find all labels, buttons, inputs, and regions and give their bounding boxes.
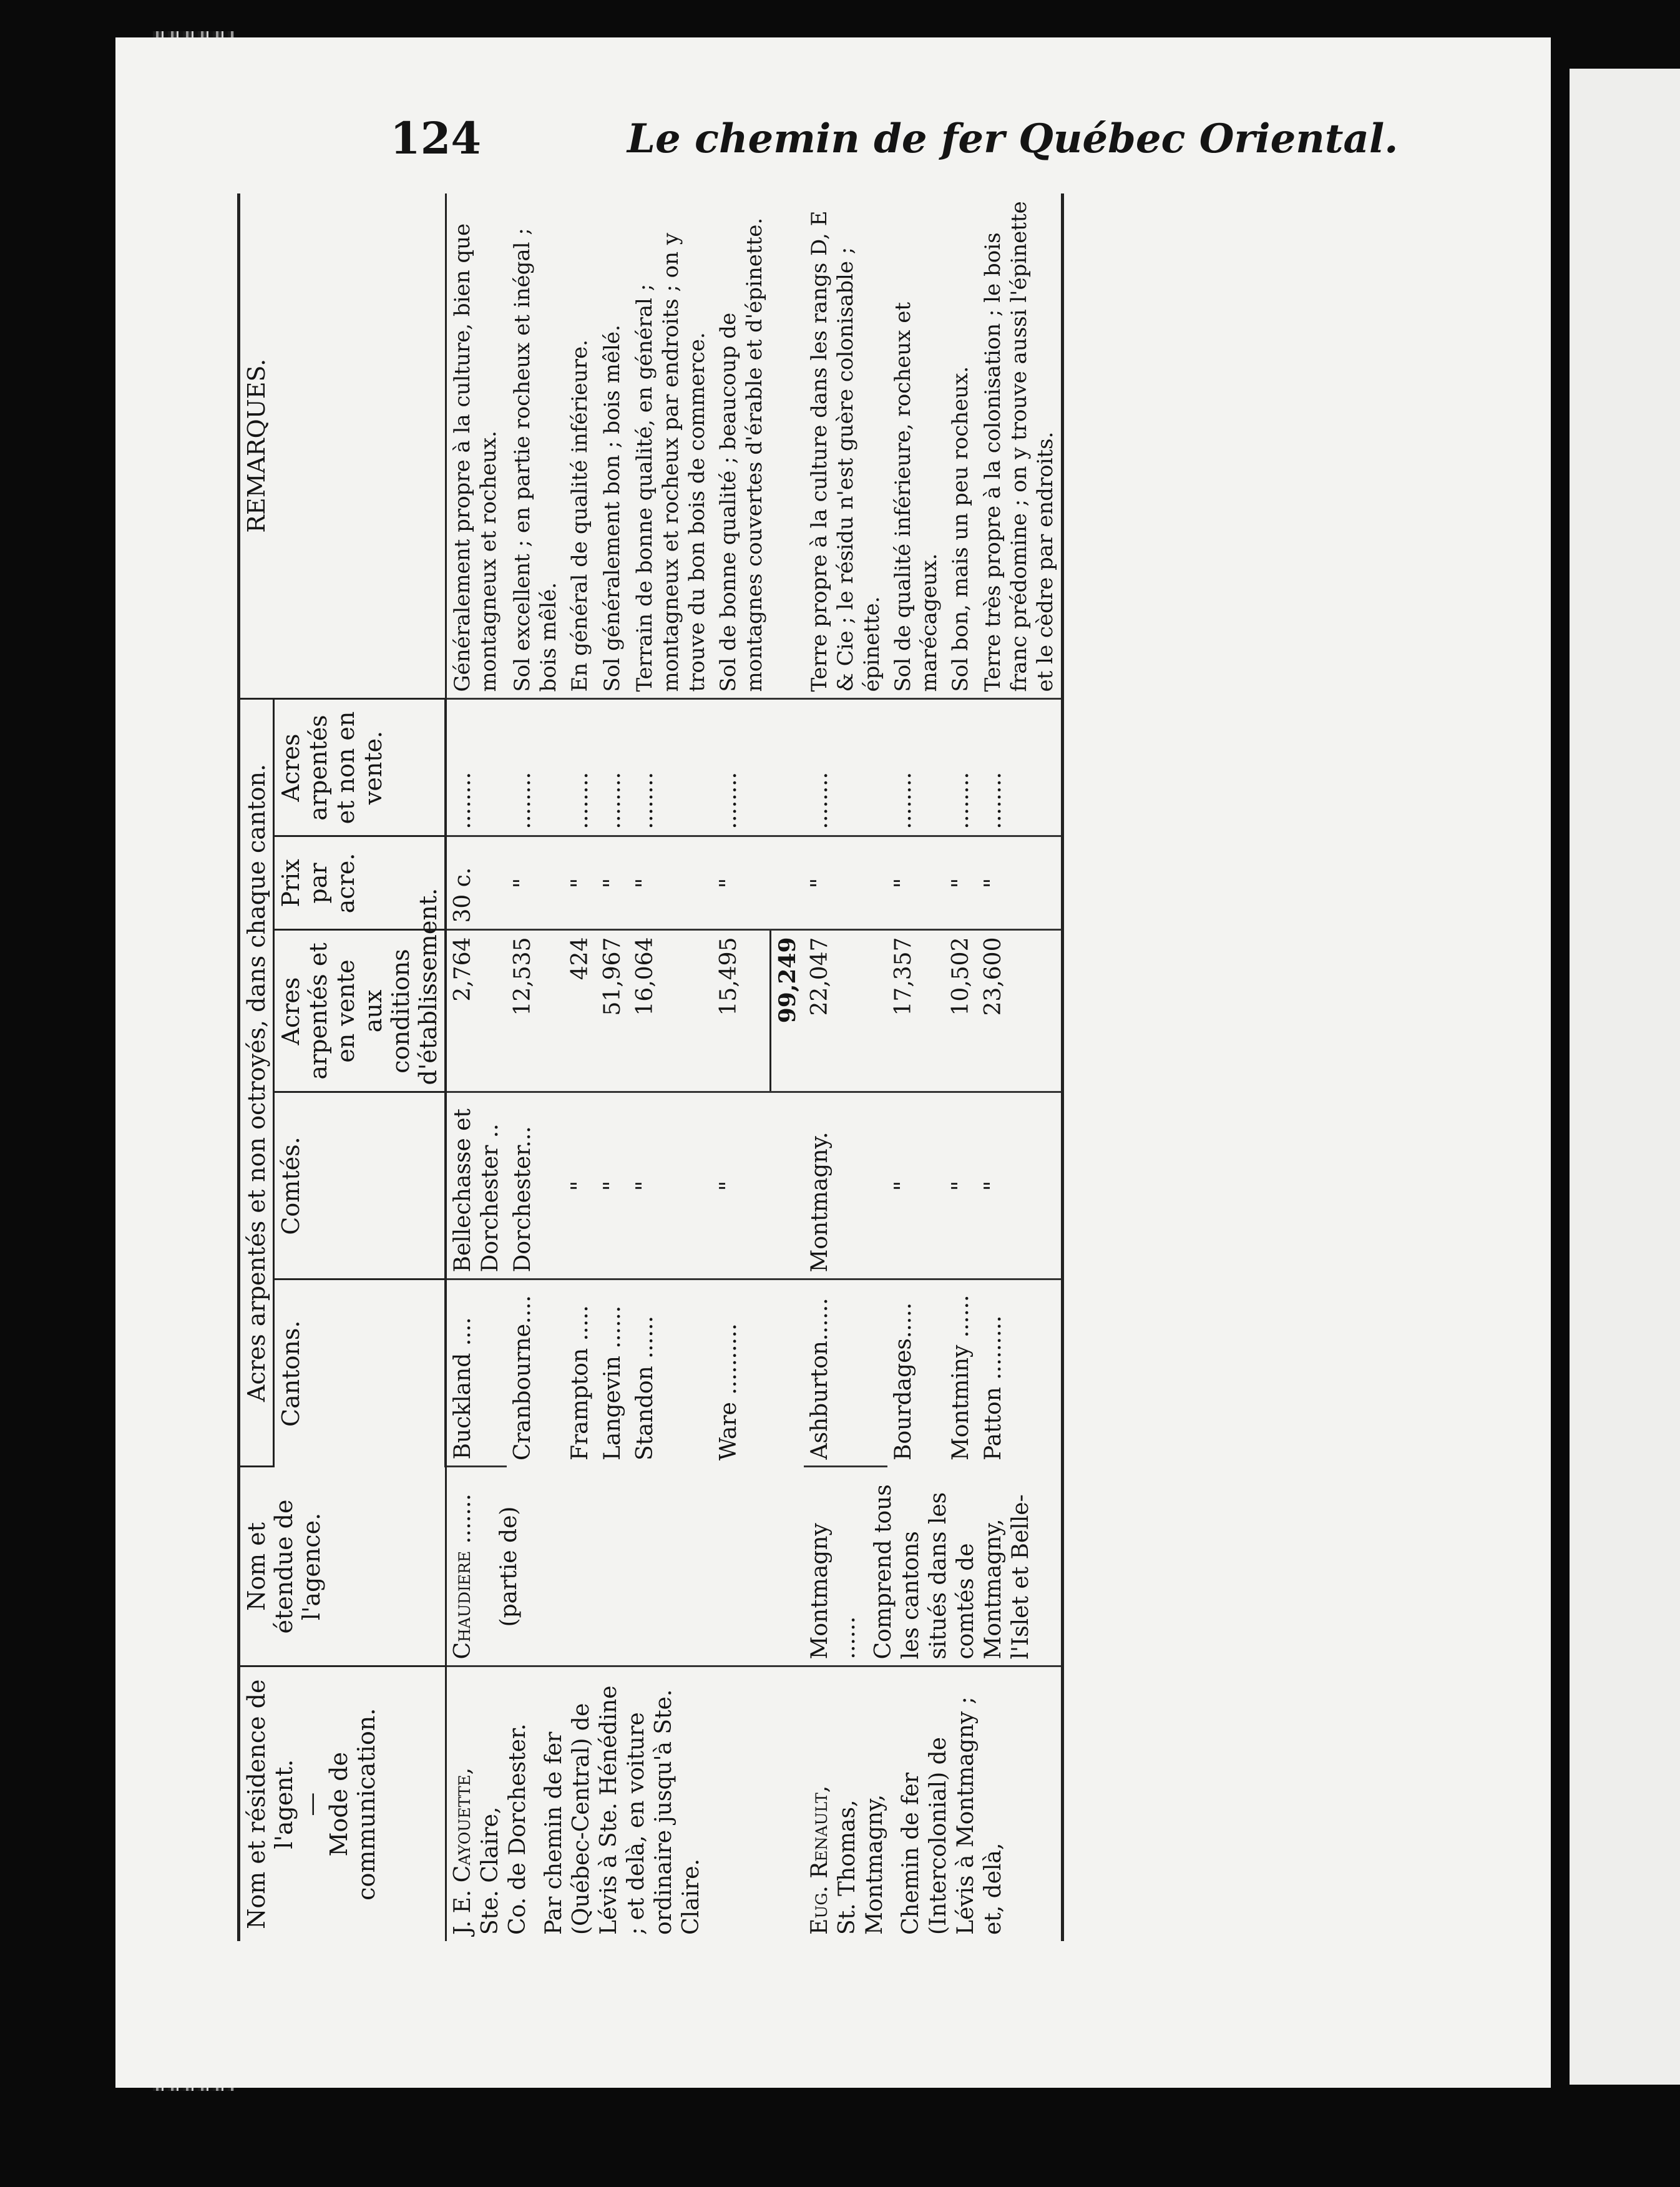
header-agence: Nom et étendue de l'agence. [239, 1467, 446, 1666]
remark-cell: Sol de bonne qualité ; beaucoup de montagnes couvertes d'érable et d'épinette. [713, 193, 770, 699]
remark-cell: Sol bon, mais un peu rocheux. [945, 193, 977, 699]
comte-cell: " [629, 1092, 713, 1279]
acres-cell: 16,064 [629, 930, 713, 1092]
prix-cell: " [597, 836, 629, 930]
canton-cell: Ashburton...... [804, 1279, 887, 1467]
non-vente-cell: ........ [713, 699, 770, 836]
non-vente-cell: ........ [597, 699, 629, 836]
remark-cell: En général de qualité inférieure. [564, 193, 597, 699]
rotated-table-block [237, 193, 1298, 1941]
header-group: Acres arpentés et non octroyés, dans chaque canton. [239, 699, 274, 1467]
prix-cell: " [564, 836, 597, 930]
agence-name: Montmagny ...... [806, 1523, 860, 1660]
canton-cell: Buckland .... [446, 1279, 507, 1467]
acres-cell: 17,357 [887, 930, 945, 1092]
agent-name: J. E. Cayouette, [449, 1767, 476, 1935]
remark-cell: Sol excellent ; en partie rocheux et inégal ; bois mêlé. [507, 193, 564, 699]
agent-cell-1 [446, 1666, 804, 1941]
remark-cell: Sol de qualité inférieure, rocheux et marécageux. [887, 193, 945, 699]
non-vente-cell: ........ [629, 699, 713, 836]
acres-cell: 51,967 [597, 930, 629, 1092]
agent-cell-2 [804, 1666, 1063, 1941]
agent-residence: St. Thomas, [834, 1799, 860, 1935]
non-vente-cell: ........ [507, 699, 564, 836]
canton-cell: Cranbourne.... [510, 1295, 535, 1460]
non-vente-cell: ........ [977, 699, 1063, 836]
remark-cell: Terre très propre à la colonisation ; le bois franc prédomine ; on y trouve aussi l'épinette et le cèdre par endroits. [977, 193, 1063, 699]
page-number: 124 [390, 112, 482, 164]
prix-cell: " [977, 836, 1063, 930]
prix-cell: " [887, 836, 945, 930]
acres-cell: 2,764 [446, 930, 507, 1092]
header-agent-mode: Mode de communication. [325, 1708, 380, 1901]
header-comtes: Comtés. [274, 1092, 446, 1279]
prix-cell: 30 c. [446, 836, 507, 930]
canton-cell: Frampton ..... [567, 1305, 593, 1460]
table-row [446, 193, 507, 1941]
header-remarques: REMARQUES. [239, 193, 446, 699]
remark-cell: Sol généralement bon ; bois mêlé. [597, 193, 629, 699]
canton-cell: Standon ...... [632, 1316, 658, 1460]
non-vente-cell: ........ [446, 699, 507, 836]
subtotal-cell: 99,249 [770, 930, 804, 1092]
prix-cell: " [629, 836, 713, 930]
non-vente-cell: ........ [887, 699, 945, 836]
acres-cell: 23,600 [977, 930, 1063, 1092]
prix-cell: " [804, 836, 887, 930]
comte-cell: " [597, 1092, 629, 1279]
table-row [804, 193, 887, 1941]
remark-cell: Terre propre à la culture dans les rangs D, E & Cie ; le résidu n'est guère colonisable ; épinette. [804, 193, 887, 699]
prix-cell: " [507, 836, 564, 930]
comte-cell: " [887, 1092, 945, 1279]
canton-cell: Bourdages..... [890, 1302, 916, 1460]
acres-cell: 424 [564, 930, 597, 1092]
land-table [237, 193, 1064, 1941]
comte-cell: " [945, 1092, 977, 1279]
running-title: Le chemin de fer Québec Oriental. [627, 115, 1399, 162]
canton-cell: Langevin ...... [600, 1305, 625, 1460]
agence-extent: (partie de) [496, 1506, 522, 1627]
header-agent [239, 1666, 446, 1941]
canton-cell: Montminy ...... [947, 1294, 974, 1460]
header-prix: Prix par acre. [274, 836, 446, 930]
comte-cell: Bellechasse et Dorchester .. [446, 1092, 507, 1279]
agent-mode: Par chemin de fer (Québec-Central) de Lévis à Ste. Hénédine ; et delà, en voiture ordinaire jusqu'à Ste. Claire. [540, 1685, 704, 1935]
comte-cell: " [977, 1092, 1063, 1279]
canton-cell: Ware .......... [716, 1323, 741, 1460]
running-header [115, 112, 1551, 175]
agence-extent: Comprend tous les cantons situés dans les comtés de Montmagny, l'Islet et Belle- [870, 1484, 1033, 1660]
agent-residence: Montmagny, [861, 1794, 887, 1935]
prix-cell: " [945, 836, 977, 930]
comte-cell: Dorchester... [507, 1092, 564, 1279]
acres-cell: 15,495 [713, 930, 770, 1092]
remark-cell: Généralement propre à la culture, bien que montagneux et rocheux. [446, 193, 507, 699]
header-acres-vente: Acres arpentés et en vente aux conditions d'établissement. [274, 930, 446, 1092]
agent-name: Eug. Renault, [806, 1785, 833, 1935]
comte-cell: Montmagny. [804, 1092, 887, 1279]
agence-cell-2 [804, 1467, 1063, 1666]
comte-cell: " [564, 1092, 597, 1279]
prix-cell: " [713, 836, 770, 930]
non-vente-cell: ........ [945, 699, 977, 836]
acres-cell: 10,502 [945, 930, 977, 1092]
facing-page-edge [1570, 69, 1680, 2085]
agent-residence: Co. de Dorchester. [504, 1723, 530, 1935]
header-agent-dash: — [298, 1792, 325, 1816]
comte-cell: " [713, 1092, 770, 1279]
header-cantons: Cantons. [274, 1279, 446, 1467]
remark-cell: Terrain de bonne qualité, en général ; montagneux et rocheux par endroits ; on y trouve du bon bois de commerce. [629, 193, 713, 699]
agence-name: Chaudiere ....... [449, 1494, 476, 1660]
header-agent-label: Nom et résidence de l'agent. [243, 1679, 298, 1929]
agent-mode: Chemin de fer (Intercolonial) de Lévis à Montmagny ; et, delà, [897, 1696, 1006, 1935]
acres-cell: 22,047 [804, 930, 887, 1092]
non-vente-cell: ........ [564, 699, 597, 836]
header-acres-non: Acres arpentés et non en vente. [274, 699, 446, 836]
canton-cell: Patton ......... [980, 1315, 1006, 1460]
agence-cell-1 [446, 1467, 804, 1666]
agent-residence: Ste. Claire, [477, 1806, 503, 1935]
non-vente-cell: ........ [804, 699, 887, 836]
acres-cell: 12,535 [507, 930, 564, 1092]
